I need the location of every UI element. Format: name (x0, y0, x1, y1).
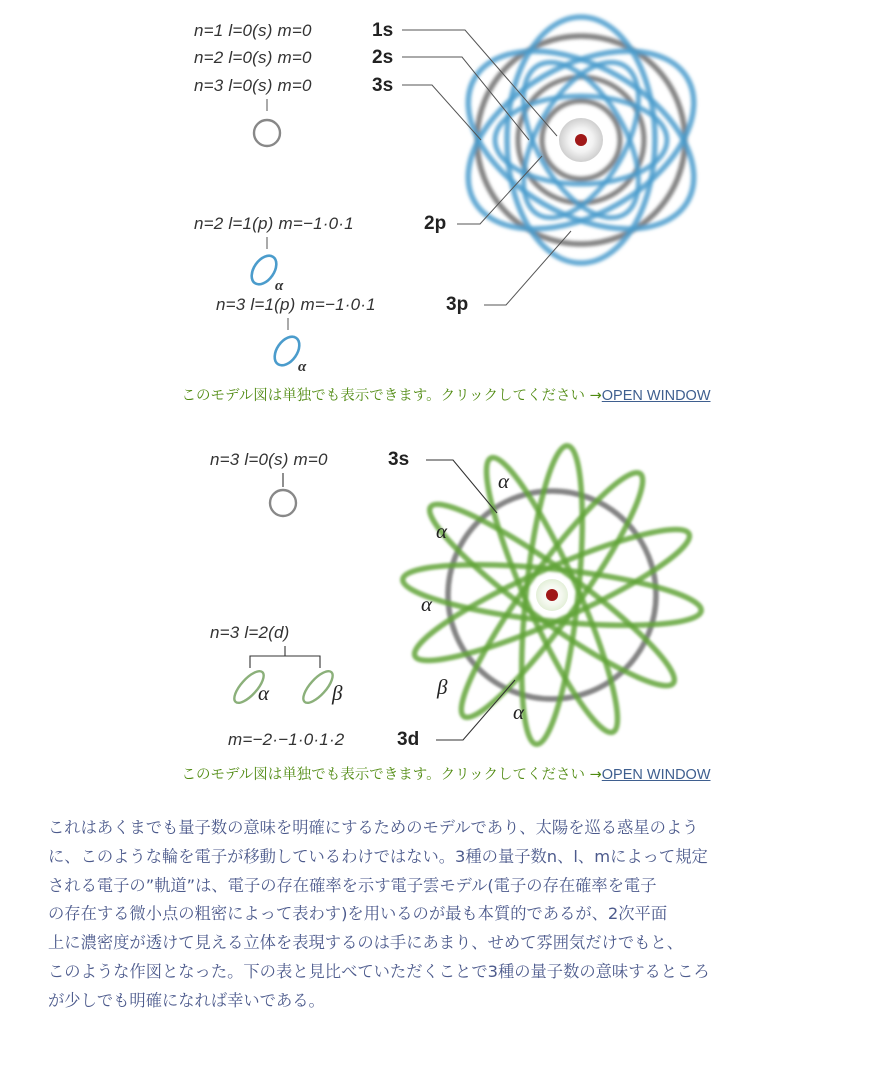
d-bracket (250, 656, 320, 668)
label-3s-fig2-quantum: n=3 l=0(s) m=0 (210, 450, 328, 469)
label-2p-quantum: n=2 l=1(p) m=−1·0·1 (194, 214, 354, 233)
d-beta-label: β (332, 681, 343, 705)
open-window-line-1 (0, 384, 892, 405)
description-line: が少しでも明確になれば幸いである。 (48, 990, 325, 1010)
s-orbital-icon (254, 120, 280, 146)
description-line: 上に濃密度が透けて見える立体を表現するのは手にあまり、せめて雰囲気だけでもと、 (48, 933, 683, 953)
description-line: このような作図となった。下の表と見比べていただくことで3種の量子数の意味するところ (48, 961, 710, 981)
label-d-quantum: n=3 l=2(d) (210, 623, 290, 642)
label-3d: 3d (397, 729, 420, 750)
description-paragraph (48, 814, 863, 1016)
nucleus (546, 589, 558, 601)
label-2s-quantum: n=2 l=0(s) m=0 (194, 48, 312, 67)
label-1s: 1s (372, 20, 394, 41)
ring-alpha-1: α (498, 469, 510, 493)
description-line: の存在する微小点の粗密によって表わす)を用いるのが最も本質的であるが、2次平面 (48, 904, 668, 924)
label-3d-m: m=−2·−1·0·1·2 (228, 730, 345, 749)
nucleus (575, 134, 587, 146)
label-1s-quantum: n=1 l=0(s) m=0 (194, 21, 312, 40)
description-line: に、このような輪を電子が移動しているわけではない。3種の量子数n、l、mによって規定 (48, 846, 708, 866)
description-line: これはあくまでも量子数の意味を明確にするためのモデルであり、太陽を巡る惑星のよう (48, 818, 699, 837)
ring-alpha-4: α (513, 700, 525, 724)
alpha-3p-label: α (298, 359, 307, 375)
s-orbital-icon (270, 490, 296, 516)
alpha-2p-label: α (275, 278, 284, 294)
label-3s-fig2: 3s (388, 449, 410, 470)
label-3s-quantum: n=3 l=0(s) m=0 (194, 76, 312, 95)
ring-alpha-3: α (421, 592, 433, 616)
open-window-caption: このモデル図は単独でも表示できます。クリックしてください → (181, 767, 602, 783)
label-2s: 2s (372, 47, 394, 68)
atom-diagram-s-d[interactable] (0, 430, 892, 770)
label-3p-quantum: n=3 l=1(p) m=−1·0·1 (216, 295, 376, 314)
atom-diagram-s-p[interactable] (0, 0, 892, 380)
label-2p: 2p (424, 213, 447, 234)
open-window-link-1[interactable]: OPEN WINDOW (601, 388, 711, 404)
ring-alpha-2: α (436, 519, 448, 543)
ring-beta: β (437, 675, 448, 699)
label-3p: 3p (446, 294, 469, 315)
open-window-caption: このモデル図は単独でも表示できます。クリックしてください → (181, 388, 602, 404)
label-3s: 3s (372, 75, 394, 96)
open-window-link-2[interactable]: OPEN WINDOW (601, 767, 711, 783)
d-alpha-label: α (258, 681, 270, 705)
description-line: される電子の”軌道”は、電子の存在確率を示す電子雲モデル(電子の存在確率を電子 (48, 875, 657, 895)
open-window-line-2 (0, 763, 892, 784)
